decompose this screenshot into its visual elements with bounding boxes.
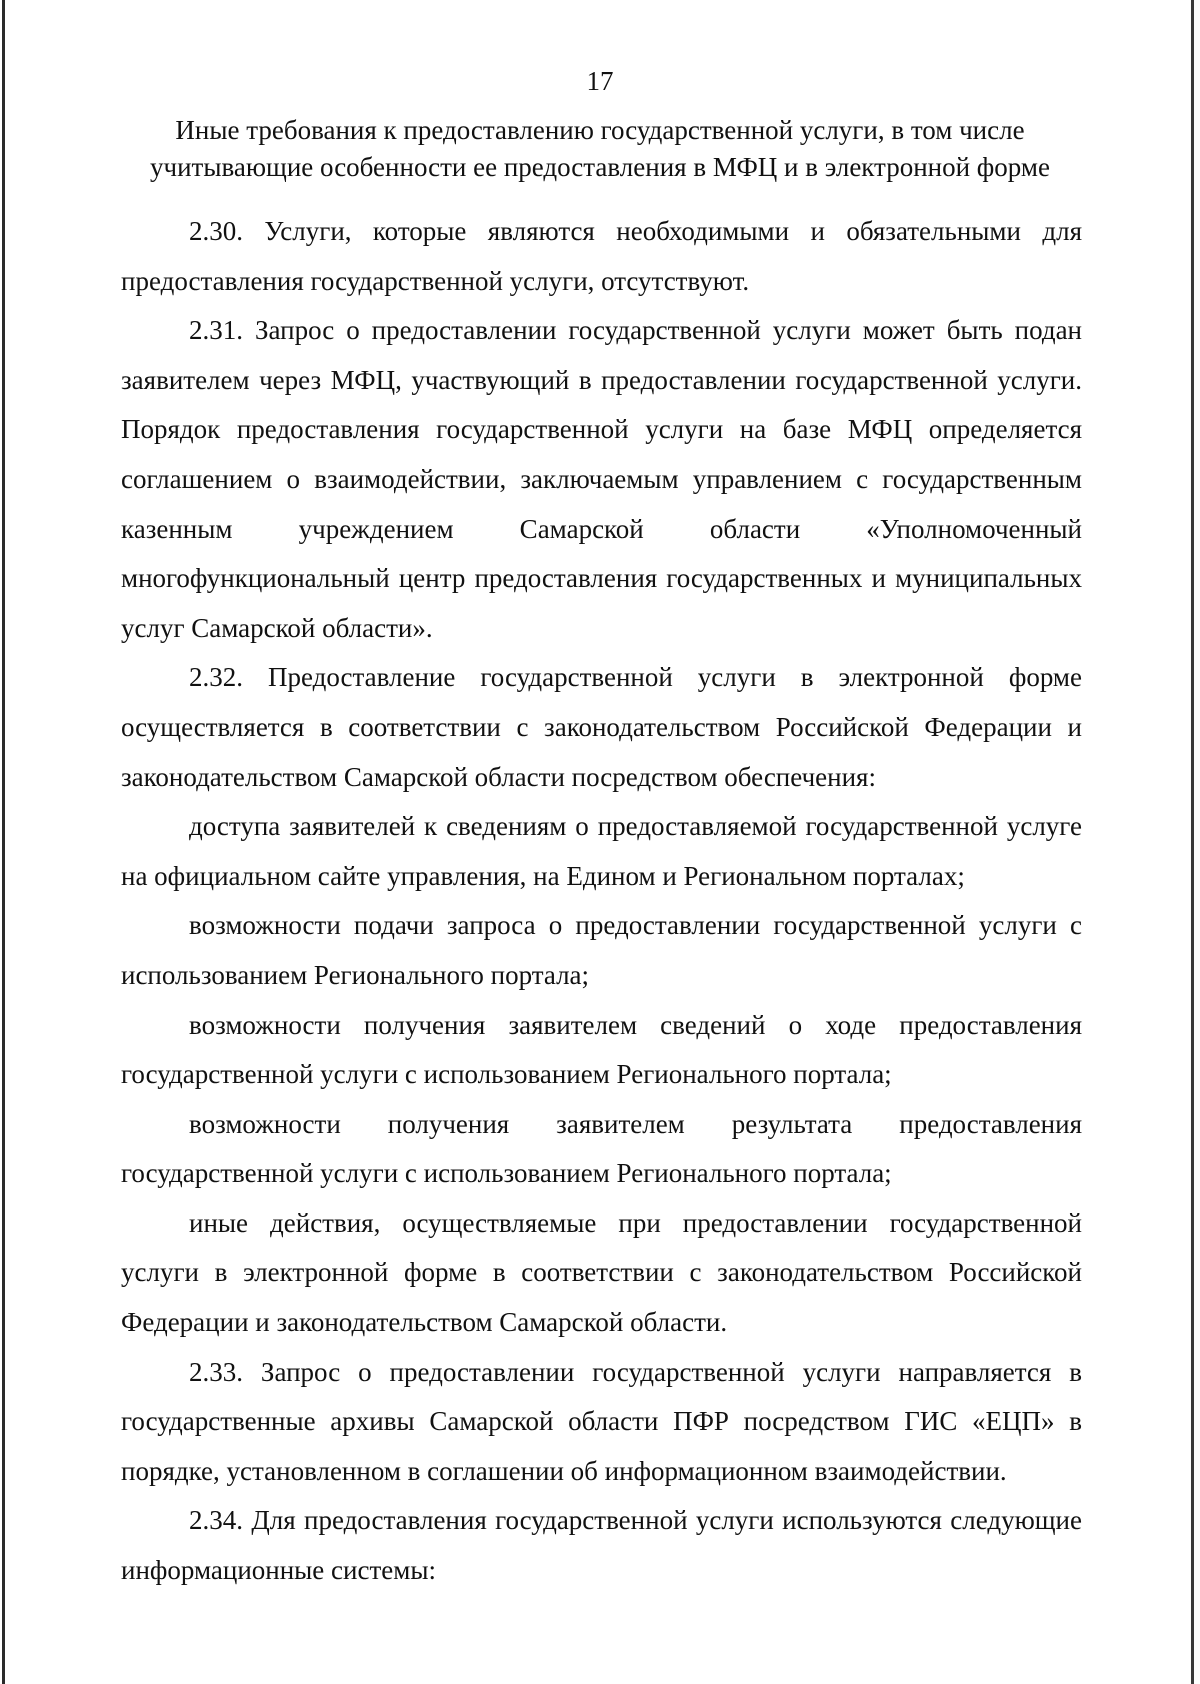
- list-item-result: возможности получения заявителем результата предоставления государственной услуги с использованием Регионального портала;: [121, 1108, 1082, 1189]
- paragraph-2-30: 2.30. Услуги, которые являются необходимыми и обязательными для предоставления государственной услуги, отсутствуют.: [121, 216, 1082, 296]
- paragraph-2-33: 2.33. Запрос о предоставлении государственной услуги направляется в государственные архивы Самарской области ПФР посредством ГИС «ЕЦП» в порядке, установленном в соглашении об информационном взаимодействии.: [121, 1356, 1082, 1486]
- paragraph-2-34: 2.34. Для предоставления государственной услуги используются следующие информационные системы:: [121, 1505, 1082, 1586]
- list-item-status-info: возможности получения заявителем сведений о ходе предоставления государственной услуги с использованием Регионального портала;: [121, 1009, 1082, 1090]
- list-item-submit-request: возможности подачи запроса о предоставлении государственной услуги с использованием Регионального портала;: [121, 910, 1082, 990]
- section-heading: [100, 112, 1100, 186]
- page-number: 17: [586, 66, 614, 96]
- list-item-other-actions: иные действия, осуществляемые при предоставлении государственной услуги в электронной форме в соответствии с законодательством Российской Федерации и законодательством Самарской области.: [121, 1207, 1082, 1338]
- list-item-access: доступа заявителей к сведениям о предоставляемой государственной услуге на официальном сайте управления, на Едином и Региональном порталах;: [121, 811, 1082, 891]
- paragraph-2-32: 2.32. Предоставление государственной услуги в электронной форме осуществляется в соответствии с законодательством Российской Федерации и законодательством Самарской области посредством обеспечения:: [121, 662, 1082, 792]
- section-heading-line-2: учитывающие особенности ее предоставления в МФЦ и в электронной форме: [150, 152, 1050, 182]
- scan-edge-right: [1191, 0, 1194, 1684]
- section-heading-line-1: Иные требования к предоставлению государственной услуги, в том числе: [175, 115, 1025, 145]
- paragraph-2-31: 2.31. Запрос о предоставлении государственной услуги может быть подан заявителем через МФЦ, участвующий в предоставлении государственной услуги. Порядок предоставления государственной услуги на базе МФЦ определяется соглашением о взаимодействии, заключаемым управлением с государственным казенным учреждением Самарской области «Уполномоченный многофункциональный центр предоставления государственных и муниципальных услуг Самарской области».: [121, 315, 1082, 643]
- document-body: [121, 207, 1082, 1596]
- scan-edge-left: [2, 0, 5, 1684]
